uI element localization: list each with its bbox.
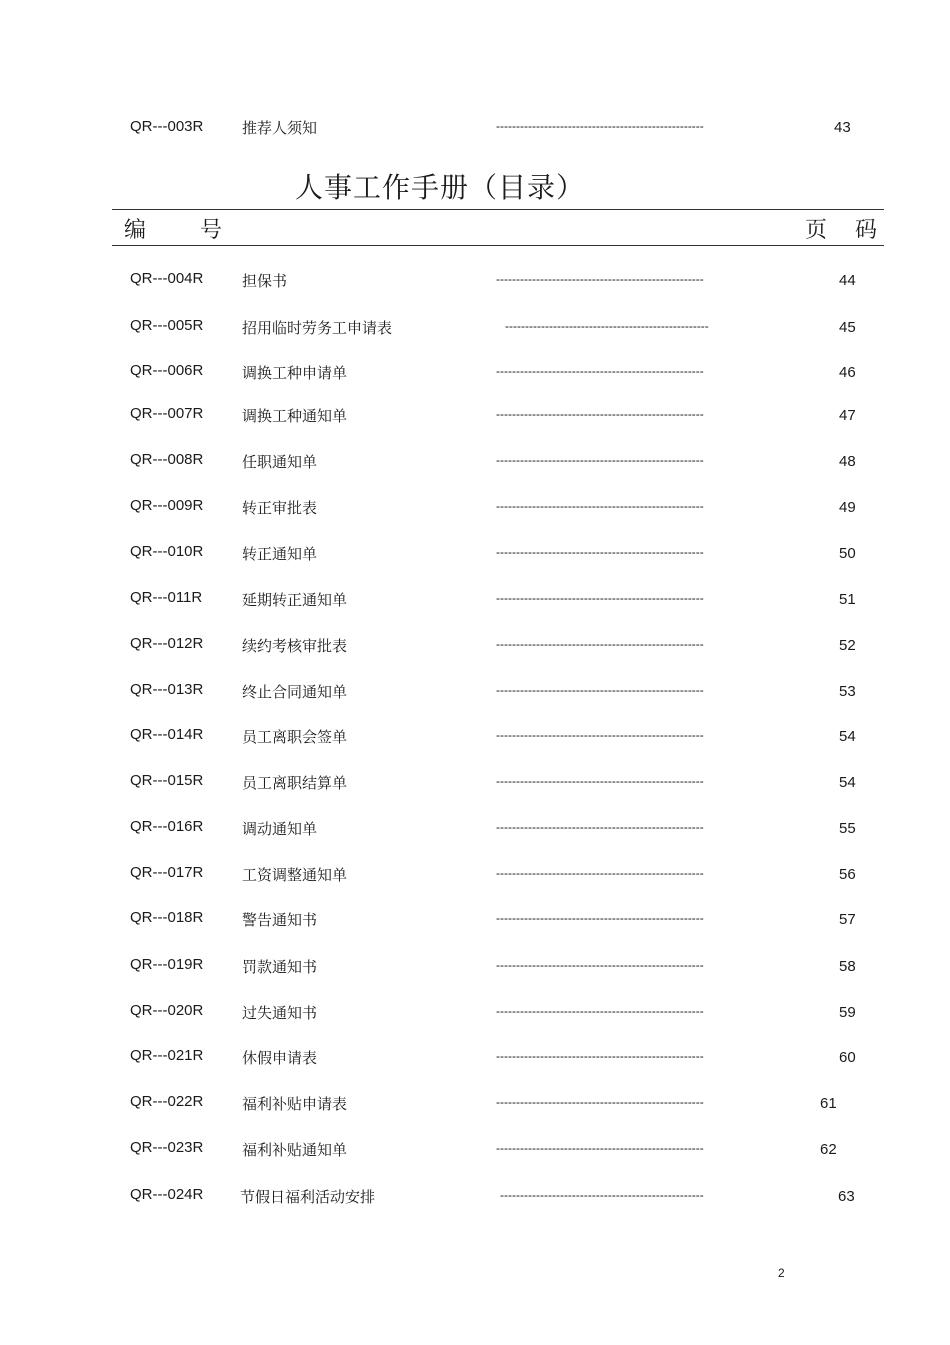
entry-code: QR---009R [130,497,204,514]
entry-name: 续约考核审批表 [242,637,348,655]
entry-name: 终止合同通知单 [242,683,348,701]
entry-code: QR---020R [130,1002,204,1019]
entry-name: 推荐人须知 [242,119,318,137]
entry-name: 休假申请表 [242,1049,318,1067]
header-top-rule [112,209,884,210]
entry-code: QR---005R [130,317,204,334]
entry-page: 60 [839,1049,856,1066]
entry-code: QR---015R [130,772,204,789]
header-page-label-1: 页 [805,218,828,243]
entry-name: 员工离职会签单 [242,728,348,746]
entry-leader: ---------------------------------------------------- [496,407,704,421]
entry-page: 54 [839,728,856,745]
entry-code: QR---016R [130,818,204,835]
header-code-label-1: 编 [124,218,147,243]
entry-leader: ---------------------------------------------------- [496,911,704,925]
entry-leader: ---------------------------------------------------- [496,1049,704,1063]
footer-page-number: 2 [778,1266,785,1280]
entry-name: 转正通知单 [242,545,318,563]
entry-leader: ---------------------------------------------------- [496,1141,704,1155]
entry-code: QR---013R [130,681,204,698]
entry-leader: ---------------------------------------------------- [496,453,704,467]
entry-leader: ---------------------------------------------------- [496,119,704,133]
entry-page: 51 [839,591,856,608]
entry-page: 50 [839,545,856,562]
entry-code: QR---007R [130,405,204,422]
entry-page: 45 [839,319,856,336]
entry-page: 56 [839,866,856,883]
entry-page: 46 [839,364,856,381]
entry-page: 58 [839,958,856,975]
entry-page: 59 [839,1004,856,1021]
entry-leader: --------------------------------------------------- [500,1188,704,1202]
entry-leader: ---------------------------------------------------- [496,591,704,605]
entry-page: 43 [834,119,851,136]
entry-page: 63 [838,1188,855,1205]
entry-name: 工资调整通知单 [242,866,348,884]
entry-leader: ---------------------------------------------------- [496,820,704,834]
entry-name: 调换工种通知单 [242,407,348,425]
entry-name: 节假日福利活动安排 [240,1188,376,1206]
entry-page: 52 [839,637,856,654]
entry-code: QR---017R [130,864,204,881]
entry-code: QR---010R [130,543,204,560]
entry-code: QR---008R [130,451,204,468]
entry-leader: ---------------------------------------------------- [496,1095,704,1109]
entry-leader: ---------------------------------------------------- [496,774,704,788]
header-bottom-rule [112,245,884,246]
entry-code: QR---024R [130,1186,204,1203]
entry-leader: ---------------------------------------------------- [496,364,704,378]
entry-page: 44 [839,272,856,289]
entry-page: 54 [839,774,856,791]
entry-name: 警告通知书 [242,911,318,929]
entry-name: 调动通知单 [242,820,318,838]
entry-page: 62 [820,1141,837,1158]
entry-name: 延期转正通知单 [242,591,348,609]
entry-name: 过失通知书 [242,1004,318,1022]
entry-leader: ---------------------------------------------------- [496,545,704,559]
entry-code: QR---004R [130,270,204,287]
header-page-label-2: 码 [855,218,878,243]
entry-code: QR---003R [130,118,204,135]
entry-name: 福利补贴通知单 [242,1141,348,1159]
entry-code: QR---006R [130,362,204,379]
entry-name: 福利补贴申请表 [242,1095,348,1113]
entry-page: 48 [839,453,856,470]
entry-leader: ---------------------------------------------------- [496,637,704,651]
entry-leader: ---------------------------------------------------- [496,958,704,972]
entry-leader: ---------------------------------------------------- [496,1004,704,1018]
entry-leader: ---------------------------------------------------- [496,499,704,513]
entry-code: QR---023R [130,1139,204,1156]
entry-name: 罚款通知书 [242,958,318,976]
page-title: 人事工作手册（目录） [295,171,586,204]
entry-code: QR---021R [130,1047,204,1064]
entry-name: 招用临时劳务工申请表 [242,319,393,337]
header-code-label-2: 号 [200,218,223,243]
entry-name: 任职通知单 [242,453,318,471]
entry-leader: ---------------------------------------------------- [496,866,704,880]
entry-code: QR---012R [130,635,204,652]
entry-code: QR---011R [130,589,203,606]
entry-code: QR---019R [130,956,204,973]
entry-leader: ---------------------------------------------------- [496,683,704,697]
entry-code: QR---022R [130,1093,204,1110]
entry-code: QR---018R [130,909,204,926]
entry-name: 员工离职结算单 [242,774,348,792]
entry-leader: --------------------------------------------------- [505,319,709,333]
entry-code: QR---014R [130,726,204,743]
entry-name: 担保书 [242,272,288,290]
entry-name: 调换工种申请单 [242,364,348,382]
entry-page: 61 [820,1095,837,1112]
entry-page: 49 [839,499,856,516]
entry-page: 55 [839,820,856,837]
entry-page: 57 [839,911,856,928]
entry-page: 47 [839,407,856,424]
entry-leader: ---------------------------------------------------- [496,272,704,286]
entry-page: 53 [839,683,856,700]
entry-name: 转正审批表 [242,499,318,517]
entry-leader: ---------------------------------------------------- [496,728,704,742]
